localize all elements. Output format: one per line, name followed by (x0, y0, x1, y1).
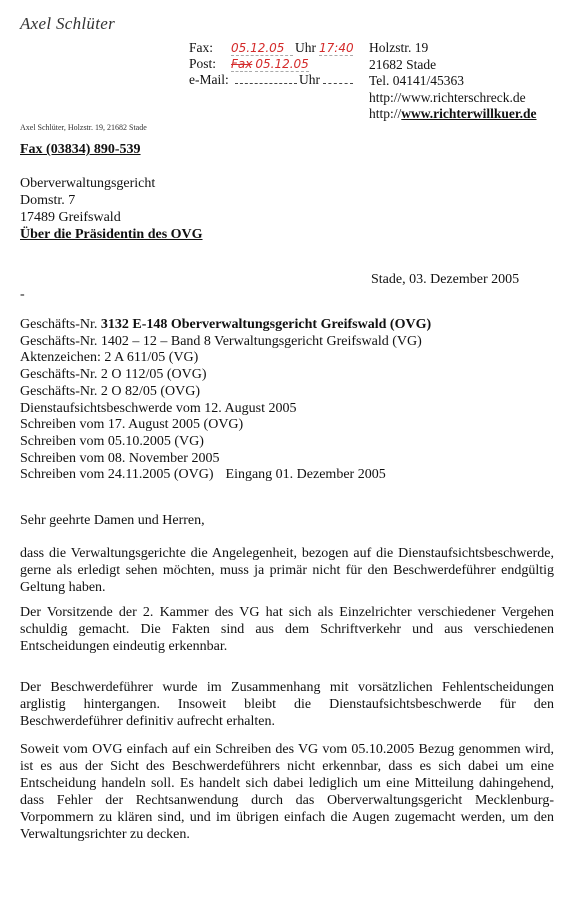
recipient-line-3: 17489 Greifswald (20, 210, 121, 225)
reference-line (20, 317, 431, 334)
reference-prefix: Geschäfts-Nr. (20, 317, 101, 332)
reference-line: Schreiben vom 05.10.2005 (VG) (20, 433, 204, 449)
body-paragraph-1: dass die Verwaltungsgerichte die Angelegenheit, bezogen auf die Dienstaufsichtsbeschwerde, gerne als erledigt sehen möchten, muss ja primär nicht für den Beschwerdeführer endgültig Geltung haben. (20, 546, 554, 595)
sender-address (369, 40, 537, 123)
sender-name-handwritten: Axel Schlüter (20, 14, 116, 33)
reference-list (20, 317, 431, 484)
body-paragraph-3: Der Beschwerdeführer wurde im Zusammenhang mit vorsätzlichen Fehlentscheidungen arglistig hintergangen. Insoweit bleibt die Dienstaufsichtsbeschwerde für den Beschwerdeführer definitiv aufrecht erhalten. (20, 680, 554, 729)
fax-time: 17:40 (319, 41, 354, 55)
reference-line: Aktenzeichen: 2 A 611/05 (VG) (20, 350, 199, 366)
reference-line: Schreiben vom 08. November 2005 (20, 450, 220, 466)
reference-line: Geschäfts-Nr. 2 O 82/05 (OVG) (20, 383, 201, 399)
body-paragraph-4: Soweit vom OVG einfach auf ein Schreiben des VG vom 05.10.2005 Bezug genommen wird, ist es aus der Sicht des Beschwerdeführers nicht erkennbar, dass es sich dabei um eine Entscheidung handeln soll. Es handelt sich dabei lediglich um eine Mitteilung dahingehend, dass Fehler der Rechtsanwendung durch das Oberverwaltungsgericht Mecklenburg-Vorpommern zu klären sind, und im übrigen einfach die Augen zugemacht werden, um den Verwaltungsrichter zu decken. (20, 742, 554, 842)
email-time-blank (323, 72, 353, 84)
city: 21682 Stade (369, 56, 437, 72)
recipient-line-4: Über die Präsidentin des OVG (20, 227, 203, 242)
recipient-line-2: Domstr. 7 (20, 193, 76, 208)
fax-date: 05.12.05 (231, 40, 293, 56)
reference-line: Dienstaufsichtsbeschwerde vom 12. August 2005 (20, 400, 297, 416)
website-link-2[interactable] (369, 106, 537, 123)
email-label: e-Mail: (189, 72, 229, 87)
post-label: Post: (189, 56, 217, 71)
email-uhr-label: Uhr (299, 72, 320, 87)
email-row (189, 72, 353, 88)
street: Holzstr. 19 (369, 40, 429, 55)
recipient-fax-number: Fax (03834) 890-539 (20, 142, 141, 157)
reference-line: Geschäfts-Nr. 1402 – 12 – Band 8 Verwaltungsgericht Greifswald (VG) (20, 333, 422, 349)
reference-line (20, 467, 431, 484)
recipient-line-1: Oberverwaltungsgericht (20, 176, 156, 191)
recipient-address (20, 175, 203, 243)
website-link-1[interactable]: http://www.richterschreck.de (369, 89, 526, 105)
letter-date: Stade, 03. Dezember 2005 (371, 272, 520, 287)
salutation: Sehr geehrte Damen und Herren, (20, 513, 205, 528)
post-row (189, 56, 353, 72)
email-date-blank (235, 72, 297, 84)
fax-label: Fax: (189, 40, 214, 55)
phone: Tel. 04141/45363 (369, 73, 465, 88)
post-struck: Fax (231, 57, 253, 71)
reference-line: Geschäfts-Nr. 2 O 112/05 (OVG) (20, 367, 207, 383)
reference-bold: 3132 E-148 Oberverwaltungsgericht Greifswald (OVG) (100, 317, 432, 332)
fax-uhr-label: Uhr (295, 40, 316, 55)
body-paragraph-2: Der Vorsitzende der 2. Kammer des VG hat sich als Einzelrichter verschiedener Vergehen schuldig gemacht. Die Fakten sind aus dem Schriftverkehr und aus verschiedenen Entscheidungen eindeutig erkennbar. (20, 605, 554, 654)
url2-domain: www.richterwillkuer.de (401, 106, 537, 121)
reference-main: Schreiben vom 24.11.2005 (OVG) (20, 467, 214, 483)
url2-prefix: http:// (369, 106, 402, 121)
fax-row (189, 40, 353, 56)
reference-receipt: Eingang 01. Dezember 2005 (225, 467, 386, 483)
transmission-info (189, 40, 353, 88)
reference-line: Schreiben vom 17. August 2005 (OVG) (20, 417, 244, 433)
post-date: 05.12.05 (255, 57, 309, 71)
return-address-line: Axel Schlüter, Holzstr. 19, 21682 Stade (20, 123, 147, 132)
dash-mark: - (20, 287, 25, 302)
